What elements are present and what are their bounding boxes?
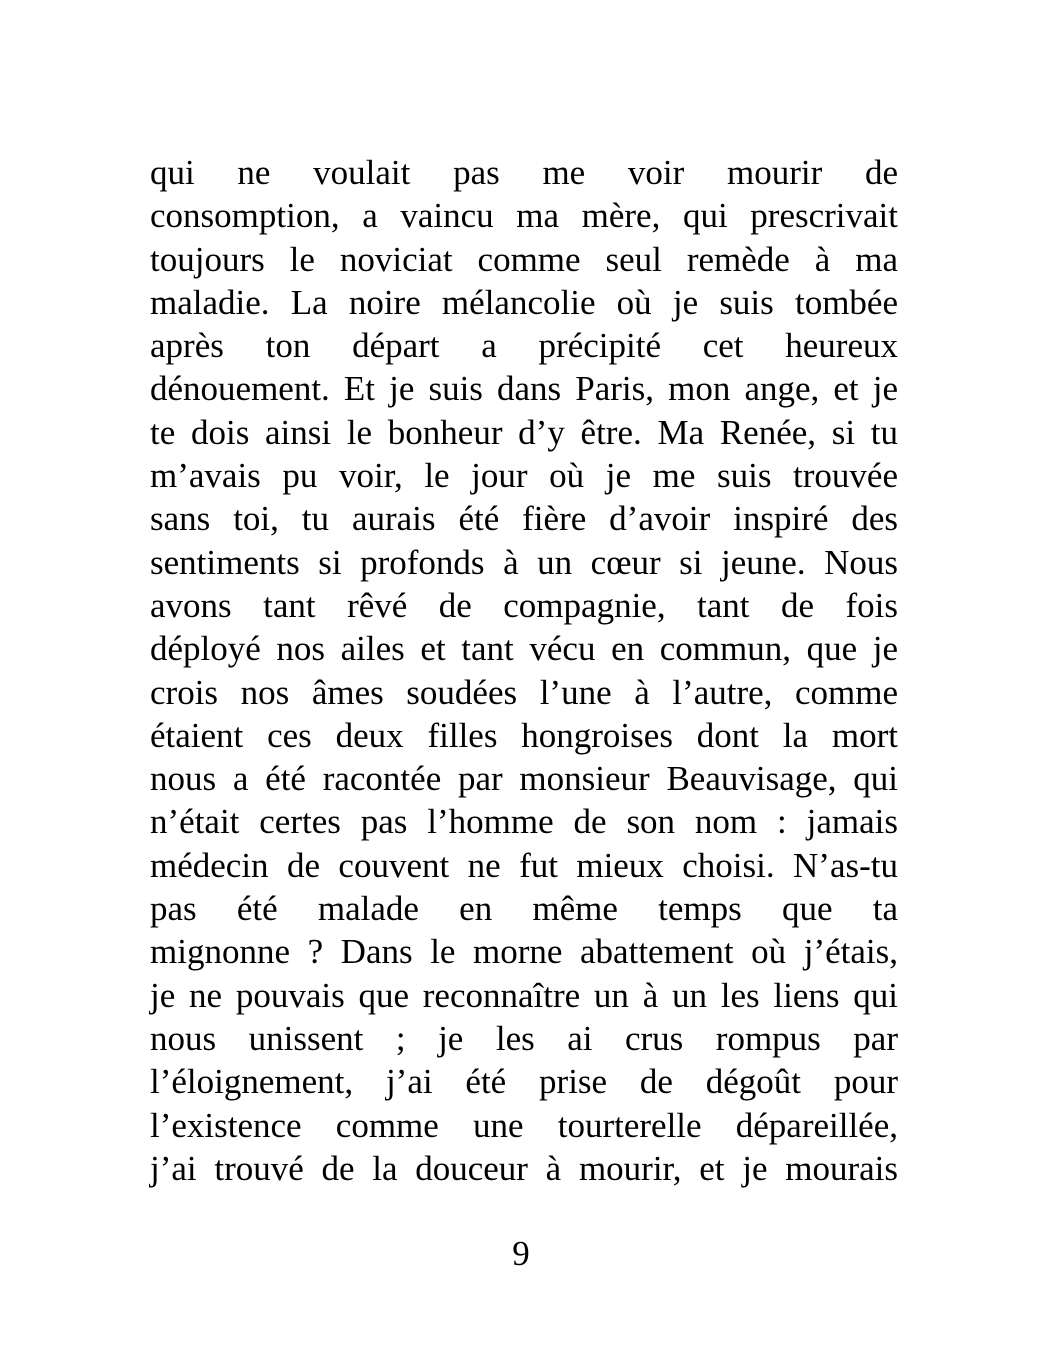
text-line: nous unissent ; je les ai crus rompus par <box>150 1018 898 1058</box>
text-line: qui ne voulait pas me voir mourir de <box>150 153 898 192</box>
text-line: dénouement. Et je suis dans Paris, mon ange, et je <box>150 369 898 409</box>
text-line: étaient ces deux filles hongroises dont la mort <box>150 715 898 755</box>
text-line: j’ai trouvé de la douceur à mourir, et je mourais <box>150 1148 898 1188</box>
page-body-text <box>150 151 898 1190</box>
text-line: n’était certes pas l’homme de son nom : jamais <box>150 802 898 842</box>
text-line: l’existence comme une tourterelle dépareillée, <box>150 1105 898 1145</box>
text-line: je ne pouvais que reconnaître un à un les liens qui <box>150 975 898 1015</box>
page-number: 9 <box>512 1234 530 1273</box>
text-line: nous a été racontée par monsieur Beauvisage, qui <box>150 759 898 799</box>
text-line: consomption, a vaincu ma mère, qui prescrivait <box>150 196 898 236</box>
text-line: toujours le noviciat comme seul remède à ma <box>150 239 898 279</box>
text-line: médecin de couvent ne fut mieux choisi. N’as-tu <box>150 845 898 885</box>
text-line: te dois ainsi le bonheur d’y être. Ma Renée, si tu <box>150 412 898 452</box>
text-line: après ton départ a précipité cet heureux <box>150 326 898 366</box>
text-line: avons tant rêvé de compagnie, tant de fois <box>150 585 898 625</box>
text-line: mignonne ? Dans le morne abattement où j’étais, <box>150 932 898 972</box>
text-line: pas été malade en même temps que ta <box>150 889 898 929</box>
text-line: déployé nos ailes et tant vécu en commun, que je <box>150 629 898 669</box>
text-line: sentiments si profonds à un cœur si jeune. Nous <box>150 542 898 582</box>
text-line: sans toi, tu aurais été fière d’avoir inspiré des <box>150 499 898 539</box>
text-line: l’éloignement, j’ai été prise de dégoût pour <box>150 1062 898 1102</box>
text-line: crois nos âmes soudées l’une à l’autre, comme <box>150 672 898 712</box>
text-line: m’avais pu voir, le jour où je me suis trouvée <box>150 456 898 496</box>
text-line: maladie. La noire mélancolie où je suis tombée <box>150 282 898 322</box>
